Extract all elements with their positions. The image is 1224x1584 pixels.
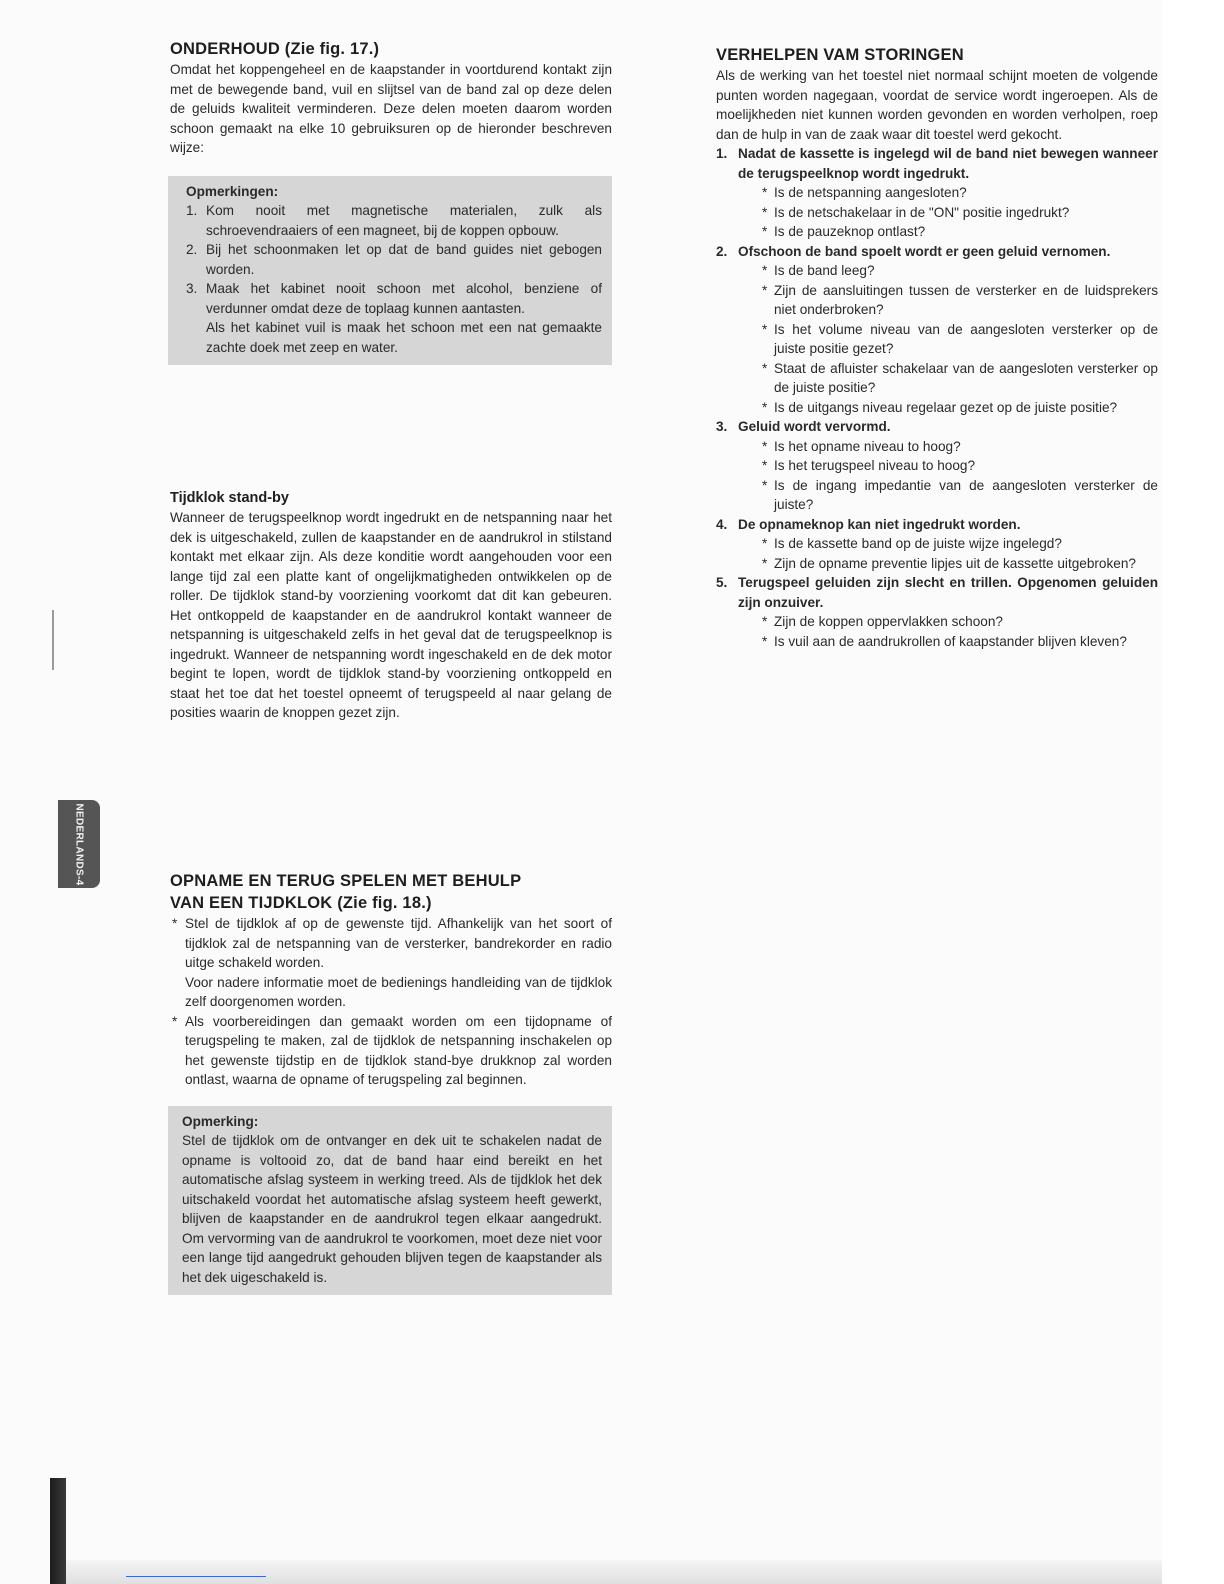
check-text: Is het volume niveau van de aangesloten versterker op de juiste positie gezet? <box>774 321 1158 356</box>
storingen-section <box>716 44 1158 651</box>
check-item <box>738 183 1158 203</box>
bullet-star-icon: * <box>762 458 768 473</box>
problem-text: Nadat de kassette is ingelegd wil de band niet bewegen wanneer de terugspeelknop wordt ingedrukt. <box>738 146 1158 181</box>
bullet-star-icon: * <box>762 224 768 239</box>
onderhoud-notes <box>168 176 612 366</box>
note-item <box>186 318 602 357</box>
check-item <box>738 281 1158 320</box>
note-number: 1. <box>186 203 198 218</box>
language-tab-label: NEDERLANDS-4 <box>73 803 85 885</box>
check-text: Is de ingang impedantie van de aangesloten versterker de juiste? <box>774 477 1158 512</box>
check-text: Is de uitgangs niveau regelaar gezet op de juiste positie? <box>774 399 1118 415</box>
check-text: Is het opname niveau to hoog? <box>774 438 961 454</box>
check-item <box>738 398 1158 418</box>
storingen-intro: Als de werking van het toestel niet normaal schijnt moeten de volgende punten worden nagegaan, voordat de service wordt ingeroepen. Als de moelijkheden niet kunnen worden gevonden en worden verholpen, roep dan de hulp in van de zaak waar dit toestel werd gekocht. <box>716 68 1158 142</box>
check-list <box>738 183 1158 242</box>
onderhoud-title: ONDERHOUD (Zie fig. 17.) <box>170 40 380 58</box>
bullet-star-icon: * <box>172 916 178 931</box>
opname-item-2 <box>170 1012 612 1090</box>
opname-note-title: Opmerking: <box>182 1113 259 1129</box>
bullet-star-icon: * <box>762 536 768 551</box>
storingen-title: VERHELPEN VAM STORINGEN <box>716 46 964 64</box>
check-item <box>738 632 1158 652</box>
check-list <box>738 612 1158 651</box>
check-text: Is de pauzeknop ontlast? <box>774 224 926 239</box>
problem-text: De opnameknop kan niet ingedrukt worden. <box>738 516 1021 532</box>
bullet-star-icon: * <box>762 438 768 454</box>
check-item <box>738 222 1158 242</box>
standby-section <box>170 488 612 723</box>
check-list <box>738 437 1158 515</box>
footer-rule <box>126 1576 266 1577</box>
note-number: 3. <box>186 281 198 296</box>
note-text: Maak het kabinet nooit schoon met alcohol, benziene of verdunner omdat deze de toplaag kunnen aantasten. <box>206 281 602 316</box>
bullet-star-icon: * <box>172 1013 178 1029</box>
bullet-star-icon: * <box>762 321 768 337</box>
check-text: Is de netschakelaar in de "ON" positie ingedrukt? <box>774 204 1070 220</box>
problem-list <box>716 144 1158 651</box>
note-item <box>186 279 602 318</box>
check-item <box>738 554 1158 574</box>
opname-section <box>170 870 612 1295</box>
note-item <box>186 240 602 279</box>
standby-title: Tijdklok stand-by <box>170 490 289 506</box>
check-text: Zijn de aansluitingen tussen de versterker en de luidsprekers niet onderbroken? <box>774 282 1158 317</box>
check-text: Zijn de opname preventie lipjes uit de kassette uitgebroken? <box>774 555 1136 571</box>
opname-title-line2: VAN EEN TIJDKLOK (Zie fig. 18.) <box>170 894 432 912</box>
problem-item <box>716 144 1158 242</box>
bullet-star-icon: * <box>762 633 768 649</box>
opname-note-body: Stel de tijdklok om de ontvanger en dek uit te schakelen nadat de opname is voltooid zo, dat de band haar eind bereikt en het automatische afslag systeem in werking treed. Als de tijdklok het dek uitschakeld voordat het automatische afslag systeem heeft gewerkt, blijven de kaapstander en de aandrukrol tegen elkaar aangedrukt. Om vervorming van de aandrukrol te voorkomen, moet deze niet voor een lange tijd aangedrukt gehouden blijven tegen de kaapstander als het dek uigeschakeld is. <box>182 1133 602 1285</box>
check-list <box>738 534 1158 573</box>
opname-title-line1: OPNAME EN TERUG SPELEN MET BEHULP <box>170 872 522 890</box>
problem-item <box>716 573 1158 651</box>
problem-number: 3. <box>716 419 728 434</box>
bullet-star-icon: * <box>762 360 768 376</box>
check-text: Is vuil aan de aandrukrollen of kaapstander blijven kleven? <box>774 633 1127 649</box>
scan-bottom-edge <box>66 1560 1162 1584</box>
standby-body: Wanneer de terugspeelknop wordt ingedrukt en de netspanning naar het dek is uitgeschakeld, zullen de kaapstander en de aandrukrol in stilstand kontakt met elkaar zijn. Als deze konditie wordt aangehouden voor een lange tijd zal een platte kant of ongelijkmatigheden ontwikkelen op de roller. De tijdklok stand-by voorziening voorkomt dat dit kan gebeuren. Het ontkoppeld de kaapstander en de aandrukrol kontakt wanneer de netspanning is uitgeschakeld zelfs in het geval dat de terugspeelknop is ingedrukt. Wanneer de netspanning wordt ingeschakeld en de dek motor begint te lopen, wordt de tijdklok stand-by voorziening ontkoppeld en staat het toe dat het toestel opneemt of terugspeeld al naar gelang de posities waarin de knoppen gezet zijn. <box>170 510 612 720</box>
opname-item-1 <box>170 914 612 973</box>
check-text: Is de netspanning aangesloten? <box>774 185 967 200</box>
bullet-star-icon: * <box>762 282 768 298</box>
opname-item-text: Voor nadere informatie moet de bedienings handleiding van de tijdklok zelf doorgenomen worden. <box>185 974 612 1009</box>
scan-margin <box>1162 0 1224 1584</box>
check-text: Is de band leeg? <box>774 263 875 278</box>
bullet-star-icon: * <box>762 614 768 629</box>
onderhoud-section <box>170 38 612 365</box>
problem-text: Ofschoon de band spoelt wordt er geen geluid vernomen. <box>738 243 1111 259</box>
check-item <box>738 476 1158 515</box>
note-text: Als het kabinet vuil is maak het schoon met een nat gemaakte zachte doek met zeep en water. <box>206 320 602 355</box>
check-text: Is het terugspeel niveau to hoog? <box>774 458 976 473</box>
problem-number: 2. <box>716 243 728 259</box>
opname-item-text: Stel de tijdklok af op de gewenste tijd. Afhankelijk van het soort of tijdklok zal de netspanning van de versterker, bandrekorder en radio uitge schakeld worden. <box>185 916 612 970</box>
problem-number: 4. <box>716 516 728 532</box>
problem-text: Terugspeel geluiden zijn slecht en trillen. Opgenomen geluiden zijn onzuiver. <box>738 575 1158 610</box>
problem-item <box>716 515 1158 574</box>
bullet-star-icon: * <box>762 477 768 493</box>
problem-number: 1. <box>716 146 728 161</box>
note-number: 2. <box>186 242 198 257</box>
check-item <box>738 437 1158 457</box>
check-text: Zijn de koppen oppervlakken schoon? <box>774 614 1003 629</box>
check-item <box>738 203 1158 223</box>
scan-mark <box>52 610 54 670</box>
onderhoud-body: Omdat het koppengeheel en de kaapstander in voortdurend kontakt zijn met de bewegende band, vuil en slijtsel van de band zal op deze delen de geluids kwaliteit verminderen. Deze delen moeten daarom worden schoon gemaakt na elke 10 gebruiksuren op de hieronder beschreven wijze: <box>170 62 612 155</box>
check-item <box>738 261 1158 281</box>
check-item <box>738 456 1158 476</box>
check-item <box>738 359 1158 398</box>
check-item <box>738 612 1158 632</box>
opname-item-1-extra <box>170 973 612 1012</box>
problem-number: 5. <box>716 575 728 590</box>
bullet-star-icon: * <box>762 555 768 571</box>
bullet-star-icon: * <box>762 185 768 200</box>
problem-item <box>716 417 1158 515</box>
note-text: Bij het schoonmaken let op dat de band guides niet gebogen worden. <box>206 242 602 277</box>
scan-shadow <box>50 1478 66 1584</box>
note-text: Kom nooit met magnetische materialen, zulk als schroevendraaiers of een magneet, bij de koppen opbouw. <box>206 203 602 238</box>
problem-item <box>716 242 1158 418</box>
bullet-star-icon: * <box>762 263 768 278</box>
problem-text: Geluid wordt vervormd. <box>738 419 891 434</box>
check-list <box>738 261 1158 417</box>
check-text: Is de kassette band op de juiste wijze ingelegd? <box>774 536 1062 551</box>
opname-note <box>168 1106 612 1296</box>
check-text: Staat de afluister schakelaar van de aangesloten versterker op de juiste positie? <box>774 360 1158 395</box>
opname-item-text: Als voorbereidingen dan gemaakt worden om een tijdopname of terugspeling te maken, zal de tijdklok de netspanning inschakelen op het gewenste tijdstip en de tijdklok stand-bye drukknop zal worden ontlast, waarna de opname of terugspeling zal beginnen. <box>185 1013 612 1087</box>
onderhoud-note-list <box>186 201 602 357</box>
onderhoud-note-title: Opmerkingen: <box>186 183 279 199</box>
bullet-star-icon: * <box>762 399 768 415</box>
check-item <box>738 534 1158 554</box>
check-item <box>738 320 1158 359</box>
note-item <box>186 201 602 240</box>
bullet-star-icon: * <box>762 204 768 220</box>
language-tab <box>58 800 100 888</box>
